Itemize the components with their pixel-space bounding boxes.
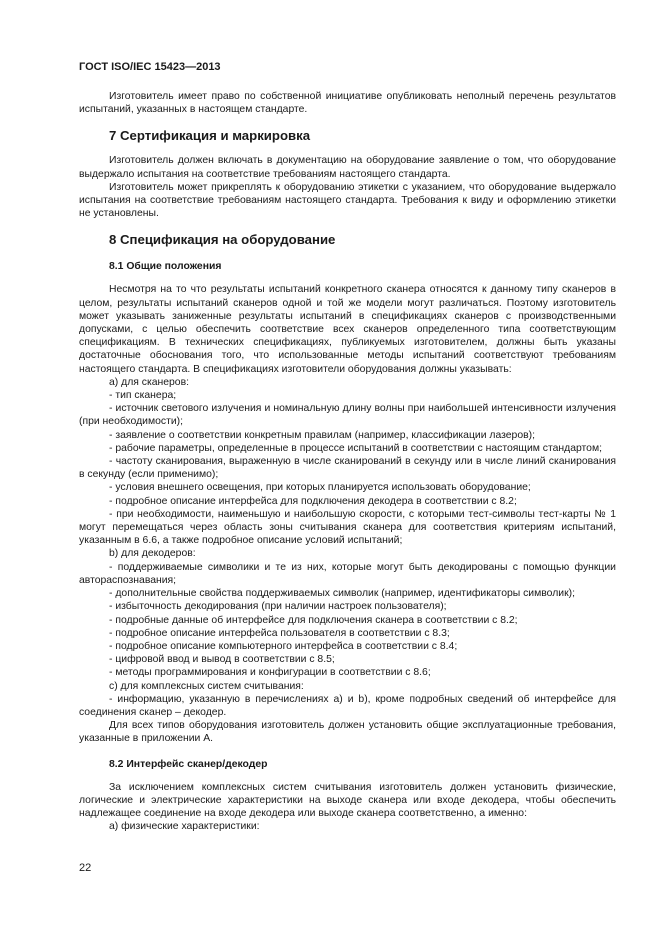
- list-item: с) для комплексных систем считывания:: [109, 680, 304, 692]
- list-item: а) для сканеров:: [109, 376, 189, 388]
- list-item: - заявление о соответствии конкретным правилам (например, классификации лазеров);: [109, 429, 535, 441]
- section-8-title: 8 Спецификация на оборудование: [109, 232, 336, 248]
- list-item: - подробное описание интерфейса пользователя в соответствии с 8.3;: [109, 627, 450, 639]
- list-item: - дополнительные свойства поддерживаемых символик (например, идентификаторы символик);: [109, 588, 575, 600]
- list-item: - условия внешнего освещения, при которых планируется использовать оборудование;: [109, 482, 531, 494]
- list-item: а) физические характеристики:: [109, 821, 260, 833]
- list-item: - поддерживаемые символики и те из них, которые могут быть декодированы с помощью функции автораспознавания;: [79, 561, 616, 586]
- section-7-title: 7 Сертификация и маркировка: [109, 128, 311, 144]
- list-item: - частоту сканирования, выраженную в числе сканирований в секунду или в числе линий сканирования в секунду (если применимо);: [79, 456, 616, 481]
- section-8-2-paragraph: За исключением комплексных систем считывания изготовитель должен установить физические, логические и электрические характеристики на выходе сканера или входе декодера, чтобы обеспечить надлежащее соединение на входе декодера или выходе сканера соответственно, а именно:: [79, 781, 616, 819]
- list-item: - подробное описание компьютерного интерфейса в соответствии с 8.4;: [109, 640, 458, 652]
- list-item: - подробное описание интерфейса для подключения декодера в соответствии с 8.2;: [109, 495, 517, 507]
- section-8-1-closing-paragraph: Для всех типов оборудования изготовитель должен установить общие эксплуатационные требования, указанные в приложении А.: [79, 720, 616, 745]
- list-item: - цифровой ввод и вывод в соответствии с 8.5;: [109, 654, 335, 666]
- list-item: - тип сканера;: [109, 390, 177, 402]
- section-7-paragraph: Изготовитель должен включать в документацию на оборудование заявление о том, что оборудование выдержало испытания на соответствие требованиям настоящего стандарта.: [79, 155, 616, 180]
- section-8-1-paragraph: Несмотря на то что результаты испытаний конкретного сканера относятся к данному типу сканеров в целом, результаты испытаний сканеров одной и той же модели могут различаться. Поэтому изготовитель может указывать заниженные результаты испытаний в спецификациях сканеров с производственными допусками, с целью обеспечить соответствие всех сканеров определенного типа соответствующим спецификациям. В технических спецификациях, публикуемых изготовителем, должны быть указаны достаточные обоснования того, что использованные методы испытаний соответствуют требованиям настоящего стандарта. В спецификациях изготовители оборудования должны указывать:: [79, 284, 616, 375]
- list-item: - избыточность декодирования (при наличии настроек пользователя);: [109, 601, 447, 613]
- page-number: 22: [79, 862, 92, 874]
- requirements-list: [79, 376, 616, 719]
- section-8-2-title: 8.2 Интерфейс сканер/декодер: [109, 758, 268, 770]
- list-item: - подробные данные об интерфейсе для подключения сканера в соответствии с 8.2;: [109, 614, 518, 626]
- section-7-paragraph: Изготовитель может прикреплять к оборудованию этикетки с указанием, что оборудование выдержало испытания на соответствие требованиям настоящего стандарта. Требования к виду и оформлению этикетки не установлены.: [79, 181, 616, 220]
- document-page: [79, 60, 616, 833]
- list-item: - методы программирования и конфигурации в соответствии с 8.6;: [109, 667, 431, 679]
- list-item: b) для декодеров:: [109, 548, 196, 560]
- list-item: - информацию, указанную в перечислениях а) и b), кроме подробных сведений об интерфейсе для соединения сканер – декодер.: [79, 693, 616, 718]
- list-item: - при необходимости, наименьшую и наибольшую скорости, с которыми тест-символы тест-карты № 1 могут перемещаться через область зоны считывания сканера для соответствия критериям испытаний, указанным в 6.6, а также подробное описание условий испытаний;: [79, 508, 616, 547]
- document-header: ГОСТ ISO/IEC 15423—2013: [79, 61, 221, 73]
- intro-paragraph: Изготовитель имеет право по собственной инициативе опубликовать неполный перечень результатов испытаний, указанных в настоящем стандарте.: [79, 91, 616, 116]
- section-8-1-title: 8.1 Общие положения: [109, 261, 222, 273]
- list-item: - источник светового излучения и номинальную длину волны при наибольшей интенсивности излучения (при необходимости);: [79, 403, 616, 428]
- list-item: - рабочие параметры, определенные в процессе испытаний в соответствии с настоящим стандартом;: [109, 442, 602, 454]
